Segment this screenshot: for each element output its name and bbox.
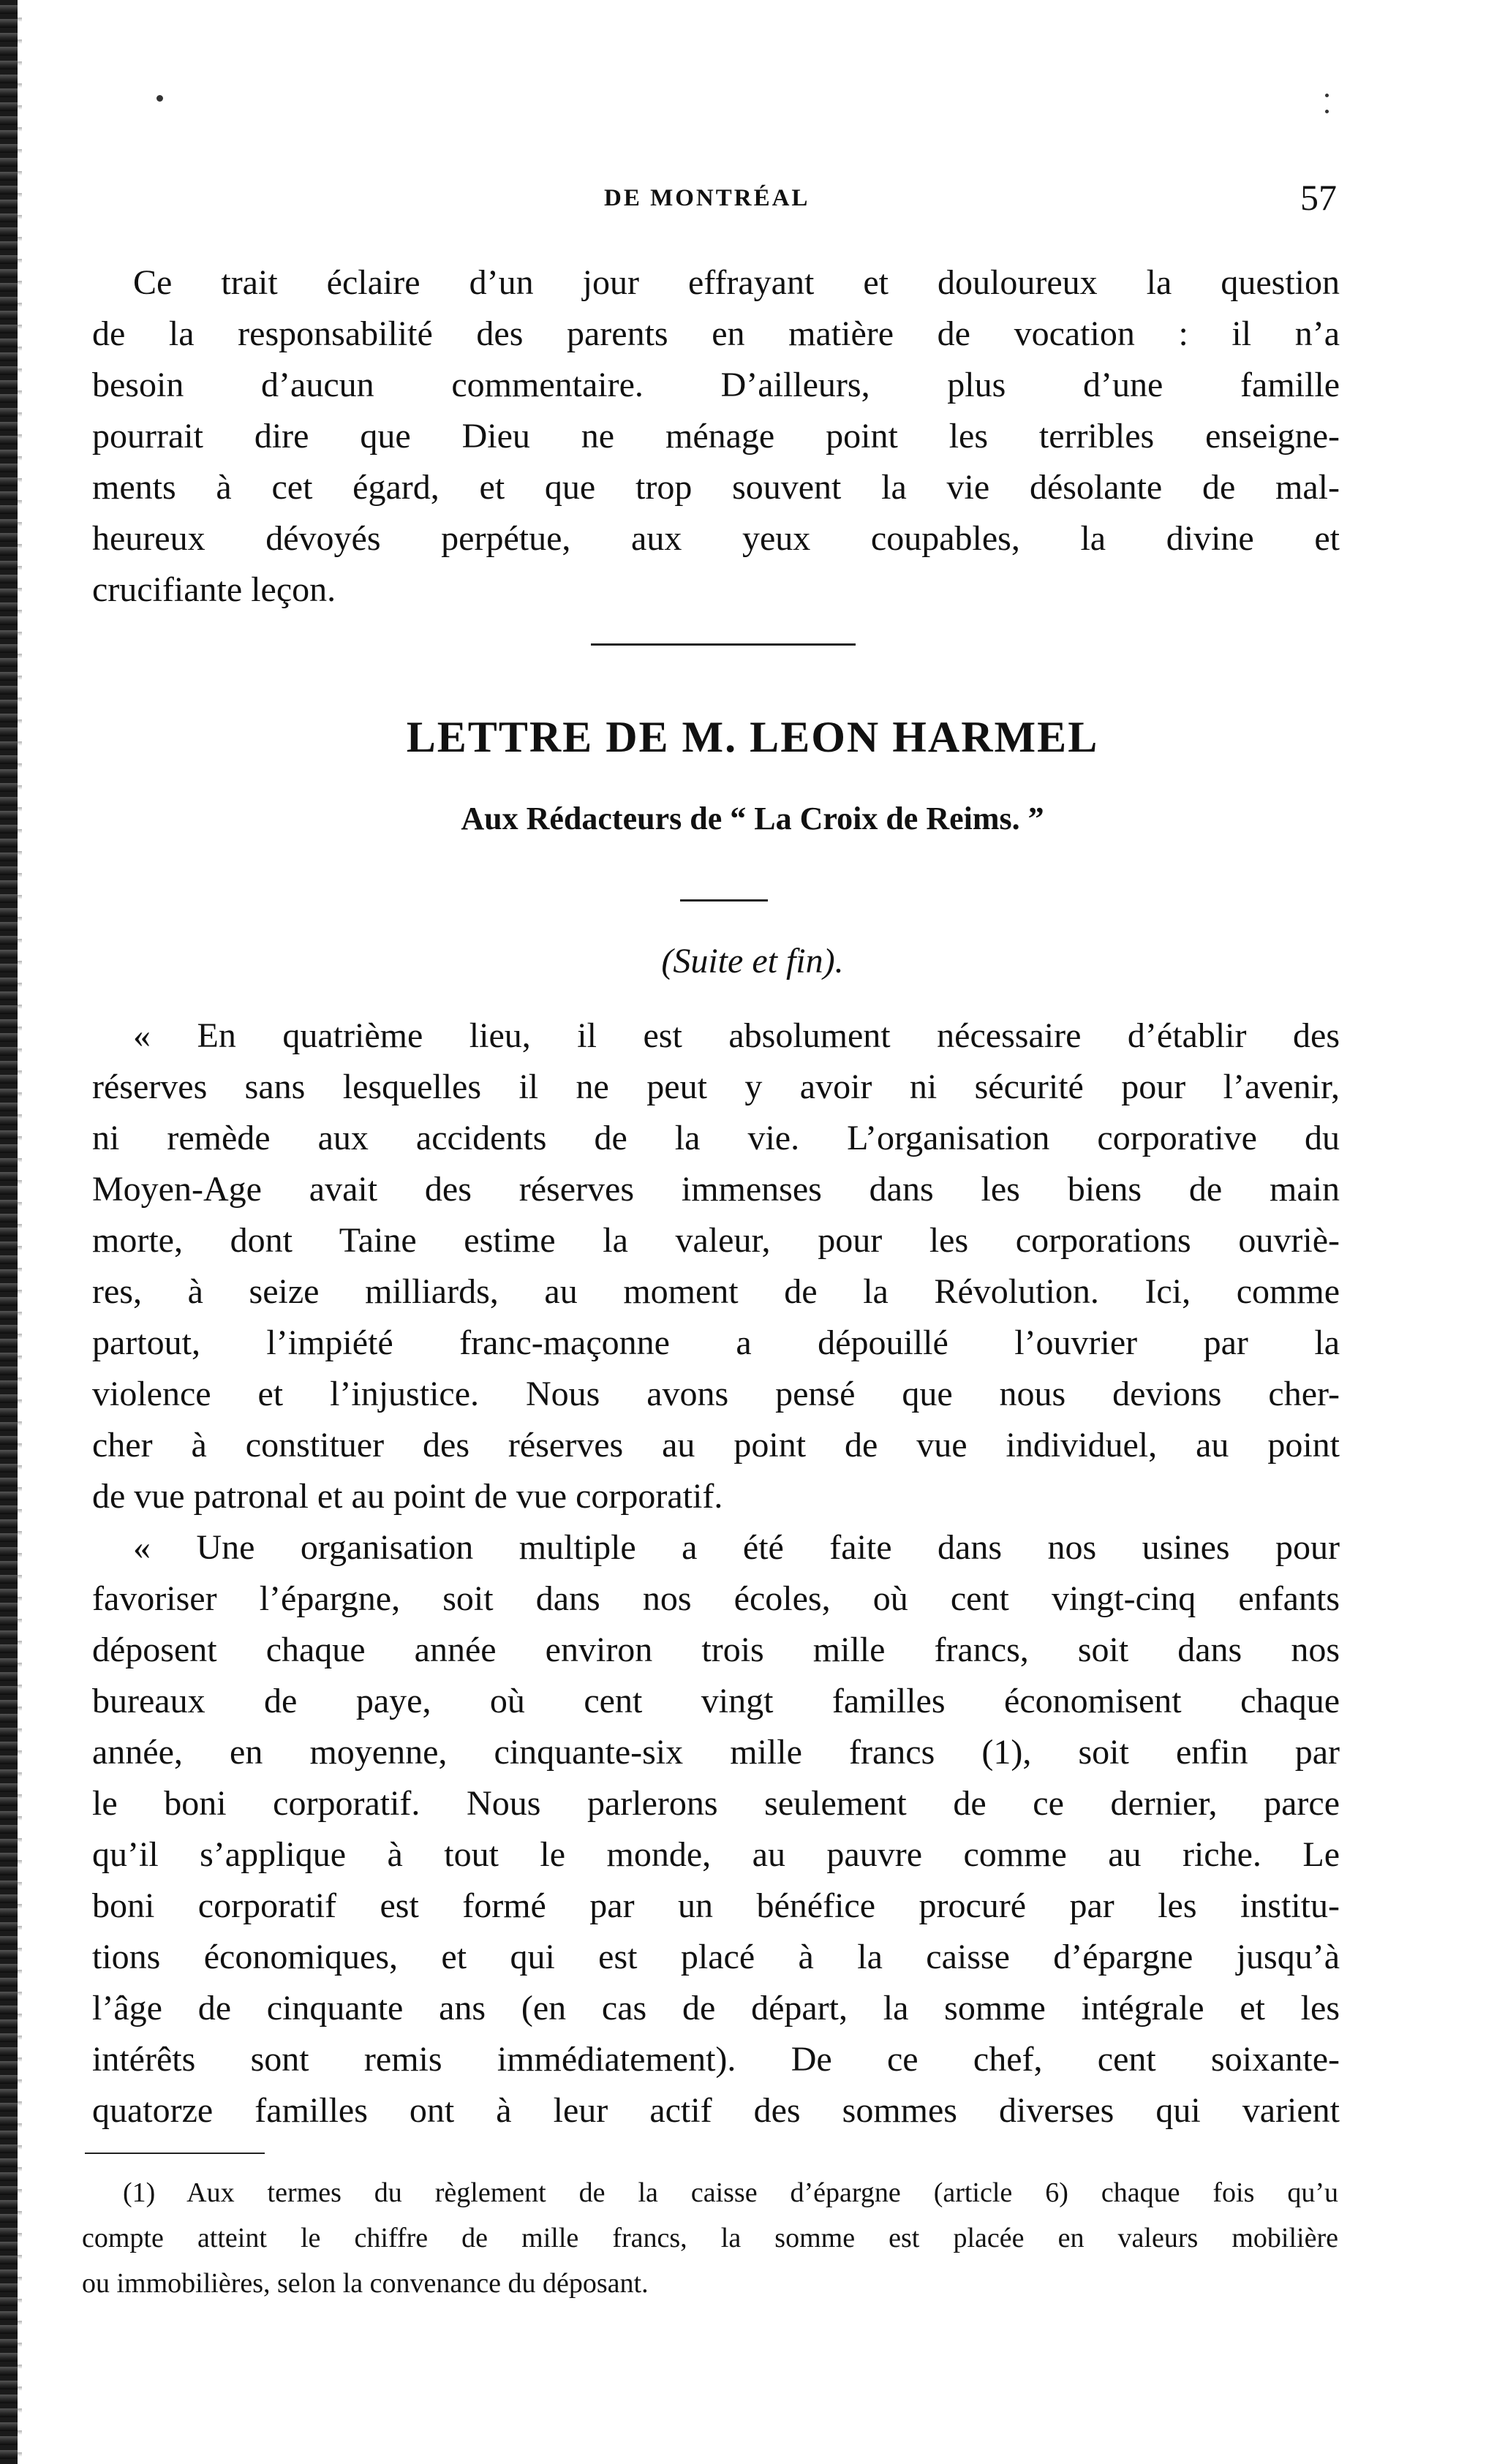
text-line: le boni corporatif. Nous parlerons seulement de ce dernier, parce: [92, 1784, 1340, 1823]
text-line: res, à seize milliards, au moment de la Révolution. Ici, comme: [92, 1272, 1340, 1311]
text-line: déposent chaque année environ trois mille francs, soit dans nos: [92, 1630, 1340, 1669]
text-line: cher à constituer des réserves au point de vue individuel, au point: [92, 1426, 1340, 1465]
text-line: réserves sans lesquelles il ne peut y avoir ni sécurité pour l’avenir,: [92, 1067, 1340, 1106]
print-speck: [156, 95, 163, 102]
text-line: favoriser l’épargne, soit dans nos écoles, où cent vingt-cinq enfants: [92, 1579, 1340, 1618]
text-line: pourrait dire que Dieu ne ménage point les terribles enseigne-: [92, 417, 1340, 456]
short-divider: [680, 899, 768, 902]
letter-addressee: Aux Rédacteurs de “ La Croix de Reims. ”: [461, 801, 1044, 836]
text-line: crucifiante leçon.: [92, 570, 336, 609]
text-line: quatorze familles ont à leur actif des sommes diverses qui varient: [92, 2091, 1340, 2130]
page-number: 57: [1300, 177, 1337, 218]
text-line: ments à cet égard, et que trop souvent la vie désolante de mal-: [92, 468, 1340, 507]
footnote-line: compte atteint le chiffre de mille francs, la somme est placée en valeurs mobilière: [82, 2223, 1338, 2253]
text-line: besoin d’aucun commentaire. D’ailleurs, plus d’une famille: [92, 366, 1340, 404]
letter-paragraph-2: [92, 1522, 1340, 2136]
text-line: tions économiques, et qui est placé à la caisse d’épargne jusqu’à: [92, 1938, 1340, 1976]
footnote: [82, 2170, 1338, 2306]
text-line: intérêts sont remis immédiatement). De ce chef, cent soixante-: [92, 2040, 1340, 2079]
text-line: qu’il s’applique à tout le monde, au pauvre comme au riche. Le: [92, 1835, 1340, 1874]
letter-title: LETTRE DE M. LEON HARMEL: [406, 713, 1099, 761]
text-line: ni remède aux accidents de la vie. L’organisation corporative du: [92, 1119, 1340, 1157]
text-line: Ce trait éclaire d’un jour effrayant et douloureux la question: [133, 263, 1340, 302]
running-title: DE MONTRÉAL: [604, 185, 810, 211]
text-line: bureaux de paye, où cent vingt familles économisent chaque: [92, 1682, 1340, 1720]
footnote-line: ou immobilières, selon la convenance du déposant.: [82, 2268, 649, 2299]
text-line: violence et l’injustice. Nous avons pensé que nous devions cher-: [92, 1375, 1340, 1413]
text-line: « Une organisation multiple a été faite dans nos usines pour: [133, 1528, 1340, 1567]
print-speck: [1325, 110, 1329, 113]
footnote-line: (1) Aux termes du règlement de la caisse d’épargne (article 6) chaque fois qu’u: [123, 2177, 1338, 2208]
footnote-separator: [85, 2153, 265, 2154]
binding-edge: [0, 0, 18, 2464]
text-line: l’âge de cinquante ans (en cas de départ, la somme intégrale et les: [92, 1989, 1340, 2027]
intro-paragraph: [92, 257, 1340, 616]
continuation-note: (Suite et fin).: [661, 942, 844, 980]
text-line: Moyen-Age avait des réserves immenses dans les biens de main: [92, 1170, 1340, 1209]
text-line: « En quatrième lieu, il est absolument nécessaire d’établir des: [133, 1016, 1340, 1055]
text-line: boni corporatif est formé par un bénéfice procuré par les institu-: [92, 1886, 1340, 1925]
text-line: morte, dont Taine estime la valeur, pour les corporations ouvriè-: [92, 1221, 1340, 1260]
running-header: [0, 177, 1505, 218]
text-line: année, en moyenne, cinquante-six mille francs (1), soit enfin par: [92, 1733, 1340, 1772]
section-divider: [591, 643, 856, 646]
text-line: partout, l’impiété franc-maçonne a dépouillé l’ouvrier par la: [92, 1323, 1340, 1362]
binding-edge-shadow: [18, 0, 22, 2464]
text-line: de vue patronal et au point de vue corporatif.: [92, 1477, 723, 1516]
text-line: heureux dévoyés perpétue, aux yeux coupables, la divine et: [92, 519, 1340, 558]
letter-paragraph-1: [92, 1010, 1340, 1522]
print-speck: [1325, 94, 1329, 97]
text-line: de la responsabilité des parents en matière de vocation : il n’a: [92, 314, 1340, 353]
